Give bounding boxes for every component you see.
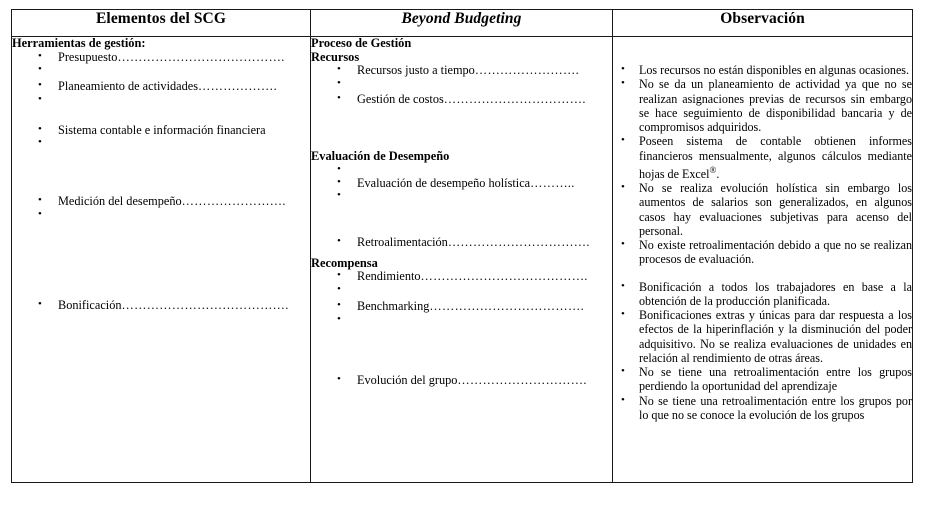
dot-leader: ……………………. bbox=[474, 63, 579, 77]
dot-leader: ………………………………. bbox=[429, 298, 584, 313]
spacer bbox=[311, 314, 612, 374]
list-item: • Bonificaciones extras y únicas para dar respuesta a los efectos de la hiperinflación y la disminución del poder adquisitivo. No se realiza evaluaciones de unidades en relación al rendimiento de otras áreas. bbox=[613, 308, 912, 365]
col3-observations-group2 bbox=[613, 280, 912, 423]
item-text: Rendimiento bbox=[357, 269, 421, 284]
table-header-row bbox=[12, 10, 913, 37]
list-item bbox=[311, 93, 612, 107]
col2-section2-title: Evaluación de Desempeño bbox=[311, 149, 450, 164]
item-text: Gestión de costos bbox=[357, 91, 444, 106]
dot-leader: …………………………………. bbox=[121, 297, 289, 312]
col2-section3-title: Recompensa bbox=[311, 255, 378, 270]
item-text: Medición del desempeño bbox=[58, 194, 182, 209]
scg-comparison-table bbox=[11, 9, 913, 483]
item-text: Evolución del grupo bbox=[357, 372, 458, 387]
item-text: Poseen sistema de contable obtienen informes financieros mensualmente, algunos cálculos mediante hojas de Excel bbox=[639, 134, 912, 181]
item-text: Benchmarking bbox=[357, 298, 430, 313]
spacer bbox=[12, 94, 310, 124]
item-text: Presupuesto bbox=[58, 49, 118, 64]
col1-heading: Herramientas de gestión: bbox=[12, 36, 146, 50]
list-item bbox=[12, 51, 310, 65]
cell-observacion bbox=[613, 37, 913, 483]
item-text: Bonificación bbox=[58, 297, 122, 312]
list-item bbox=[613, 134, 912, 181]
list-item bbox=[311, 64, 612, 78]
col2-section1-title: Proceso de Gestión bbox=[311, 36, 412, 50]
col2-recursos-list bbox=[311, 64, 612, 106]
col2-recompensa-list bbox=[311, 270, 612, 387]
list-item: • No se realiza evolución holística sin embargo los aumentos de salarios son generalizados, en algunos casos hay evaluaciones subjetivas para acenso del personal. bbox=[613, 181, 912, 238]
dot-leader: ……………………………. bbox=[443, 91, 586, 106]
cell-elementos-del-scg bbox=[12, 37, 311, 483]
list-item: • No se tiene una retroalimentación entre los grupos por lo que no se conoce la evolución de los grupos bbox=[613, 394, 912, 423]
dot-leader: …………………………………. bbox=[117, 49, 285, 64]
col1-bullet-list bbox=[12, 51, 310, 313]
spacer bbox=[12, 209, 310, 299]
list-item bbox=[12, 124, 310, 138]
col3-observations-group1 bbox=[613, 63, 912, 267]
dot-leader: ……………………………. bbox=[447, 235, 590, 250]
spacer bbox=[311, 284, 612, 300]
table-body-row bbox=[12, 37, 913, 483]
dot-leader: …………………………………. bbox=[420, 269, 588, 284]
list-item bbox=[311, 300, 612, 314]
list-item bbox=[12, 299, 310, 313]
list-item: • Los recursos no están disponibles en algunas ocasiones. bbox=[613, 63, 912, 77]
list-item bbox=[12, 80, 310, 94]
item-text: Sistema contable e información financiera bbox=[58, 122, 266, 137]
list-item bbox=[311, 236, 612, 250]
column-header-beyond-budgeting: Beyond Budgeting bbox=[311, 10, 613, 37]
list-item: • Bonificación a todos los trabajadores en base a la obtención de la producción planificada. bbox=[613, 280, 912, 309]
column-header-observacion: Observación bbox=[613, 10, 913, 37]
spacer bbox=[311, 190, 612, 236]
dot-leader: ………………. bbox=[198, 79, 277, 94]
item-text: Recursos justo a tiempo bbox=[357, 63, 475, 77]
list-item: • No se tiene una retroalimentación entre los grupos perdiendo la oportunidad del aprendizaje bbox=[613, 365, 912, 394]
item-text-tail: . bbox=[716, 166, 720, 181]
list-item bbox=[311, 374, 612, 388]
col2-section1-subtitle: Recursos bbox=[311, 49, 360, 64]
list-item: • No existe retroalimentación debido a que no se realizan procesos de evaluación. bbox=[613, 238, 912, 267]
column-header-elementos: Elementos del SCG bbox=[12, 10, 311, 37]
col2-evaluacion-list bbox=[311, 164, 612, 250]
list-item bbox=[311, 270, 612, 284]
spacer bbox=[12, 64, 310, 80]
dot-leader: ……….. bbox=[530, 175, 575, 190]
list-item: • No se da un planeamiento de actividad ya que no se realizan asignaciones previas de recursos sin embargo se hace seguimiento de disponibilidad bancaria y de compromisos adquiridos. bbox=[613, 77, 912, 134]
cell-beyond-budgeting bbox=[311, 37, 613, 483]
list-item bbox=[12, 195, 310, 209]
item-text: Evaluación de desempeño holística bbox=[357, 175, 531, 190]
item-text: Planeamiento de actividades bbox=[58, 79, 198, 94]
spacer bbox=[311, 78, 612, 93]
list-item bbox=[311, 177, 612, 191]
spacer bbox=[12, 137, 310, 195]
registered-trademark-icon: ® bbox=[709, 164, 717, 175]
dot-leader: ……………………. bbox=[181, 194, 286, 209]
dot-leader: …………………………. bbox=[457, 372, 587, 387]
item-text: Retroalimentación bbox=[357, 235, 448, 250]
